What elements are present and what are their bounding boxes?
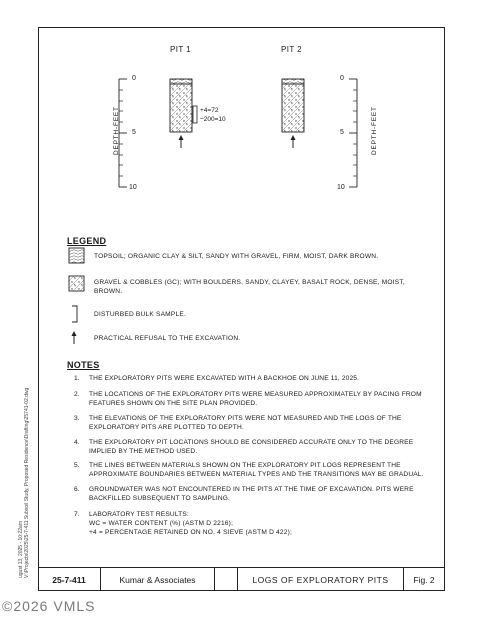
note-6-text: GROUNDWATER WAS NOT ENCOUNTERED IN THE PITS AT THE TIME OF EXCAVATION. PITS WERE BACKFILLED SUBSEQUENT TO SAMPLING. xyxy=(89,486,414,502)
right-depth-axis xyxy=(349,79,357,187)
legend-gravel-text-2: BROWN. xyxy=(94,288,123,295)
note-1-number: 1. xyxy=(74,375,80,382)
bulk-sample-marker xyxy=(193,106,197,123)
bulk-sample-icon xyxy=(72,306,77,322)
legend-title: LEGEND xyxy=(67,236,107,246)
left-tick-10: 10 xyxy=(129,184,137,191)
drawing-title: LOGS OF EXPLORATORY PITS xyxy=(252,574,389,585)
legend-bulk-sample-text: DISTURBED BULK SAMPLE. xyxy=(94,311,186,318)
note-7-line-2: +4 = PERCENTAGE RETAINED ON NO. 4 SIEVE (ASTM D 422); xyxy=(89,529,293,536)
note-6-number: 6. xyxy=(74,486,80,493)
note-2-text: THE LOCATIONS OF THE EXPLORATORY PITS WERE MEASURED APPROXIMATELY BY PACING FROM FEATURES SHOWN ON THE SITE PLAN PROVIDED. xyxy=(89,391,422,407)
note-7-line-1: WC = WATER CONTENT (%) (ASTM D 2216); xyxy=(89,520,234,527)
note-4-number: 4. xyxy=(74,439,80,446)
legend-refusal-text: PRACTICAL REFUSAL TO THE EXCAVATION. xyxy=(94,335,241,342)
note-5-number: 5. xyxy=(74,462,80,469)
note-3-number: 3. xyxy=(74,415,80,422)
note-1-text: THE EXPLORATORY PITS WERE EXCAVATED WITH A BACKHOE ON JUNE 11, 2025. xyxy=(89,375,360,382)
left-tick-5: 5 xyxy=(132,129,136,136)
pit-1-annotation-2: −200=10 xyxy=(200,116,226,123)
pit-1-column xyxy=(170,79,197,148)
gravel-cobbles-hatch-icon xyxy=(69,276,84,291)
right-tick-0: 0 xyxy=(340,75,344,82)
note-5-text: THE LINES BETWEEN MATERIALS SHOWN ON THE EXPLORATORY PIT LOGS REPRESENT THE APPROXIMATE BOUNDARIES BETWEEN MATERIAL TYPES AND THE TRANSITIONS MAY BE GRADUAL. xyxy=(89,462,424,478)
refusal-arrow-icon xyxy=(72,331,77,344)
right-tick-5: 5 xyxy=(340,129,344,136)
figure-number: Fig. 2 xyxy=(413,574,435,585)
legend-gravel-text: GRAVEL & COBBLES (GC); WITH BOULDERS, SANDY, CLAYEY, BASALT ROCK, DENSE, MOIST, xyxy=(94,279,405,286)
topsoil-hatch-icon xyxy=(69,248,84,263)
right-axis-label: DEPTH-FEET xyxy=(371,106,378,155)
note-4-text: THE EXPLORATORY PIT LOCATIONS SHOULD BE CONSIDERED ACCURATE ONLY TO THE DEGREE IMPLIED BY THE METHOD USED. xyxy=(89,439,414,455)
pit-2-label: PIT 2 xyxy=(281,45,302,54)
note-3-text: THE ELEVATIONS OF THE EXPLORATORY PITS WERE NOT MEASURED AND THE LOGS OF THE EXPLORATORY PITS ARE PLOTTED TO DEPTH. xyxy=(89,415,402,431)
note-2-number: 2. xyxy=(74,391,80,398)
watermark: ©2026 VMLS xyxy=(2,598,96,614)
file-path-text: ugust 13, 2025 - 10:22am V:\Projects\2025\25-7-411 Subsoil Study, Proposed Residence\Drafting\25741-02.dwg xyxy=(18,387,30,578)
title-block-divider xyxy=(237,568,238,591)
pit-1-annotation-1: +4=72 xyxy=(200,107,219,114)
refusal-arrow-icon xyxy=(179,135,184,140)
note-7-number: 7. xyxy=(74,511,80,518)
right-tick-10: 10 xyxy=(337,184,345,191)
legend-topsoil-text: TOPSOIL; ORGANIC CLAY & SILT, SANDY WITH GRAVEL, FIRM, MOIST, DARK BROWN. xyxy=(94,253,379,260)
project-number: 25-7-411 xyxy=(52,574,86,585)
title-block xyxy=(38,567,445,591)
notes-title: NOTES xyxy=(67,360,100,370)
left-tick-0: 0 xyxy=(132,75,136,82)
left-axis-label: DEPTH-FEET xyxy=(113,106,120,155)
pit-2-column xyxy=(282,79,304,148)
company-name: Kumar & Associates xyxy=(119,574,196,585)
pit-1-label: PIT 1 xyxy=(170,45,191,54)
refusal-arrow-icon xyxy=(291,135,296,140)
note-7-text: LABORATORY TEST RESULTS: xyxy=(89,511,189,518)
